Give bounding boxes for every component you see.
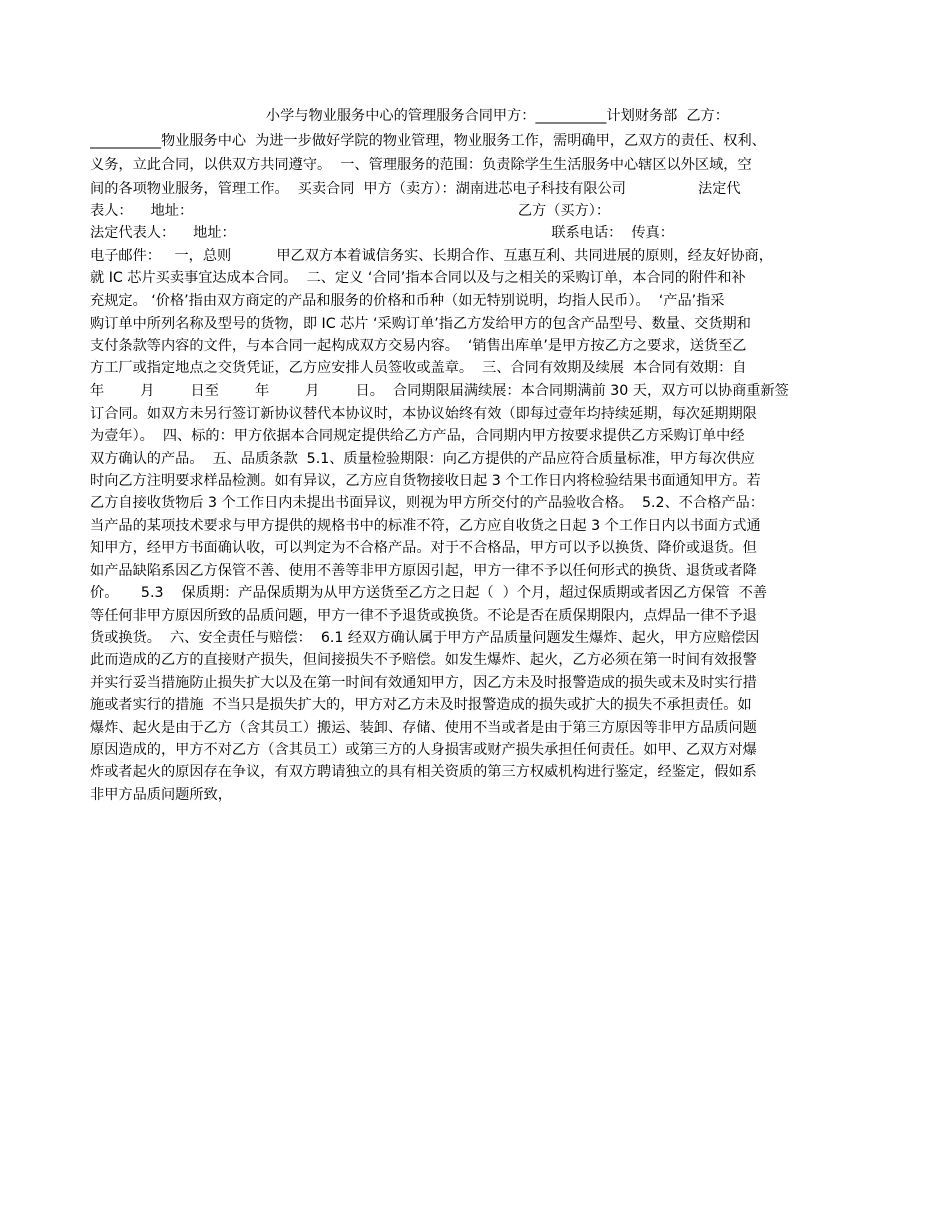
text-line: 法定代表人： 地址： 联系电话： 传真：: [90, 225, 674, 241]
text-line: 货或换货。 六、安全责任与赔偿： 6.1 经双方确认属于甲方产品质量问题发生爆炸、起火，甲方应赔偿因: [90, 630, 760, 646]
text-line: 知甲方，经甲方书面确认收，可以判定为不合格产品。对于不合格品，甲方可以予以换货、降价或退货。但: [90, 540, 757, 556]
text-line: 方工厂或指定地点之交货凭证，乙方应安排人员签收或盖章。 三、合同有效期及续展 本合同有效期：自: [90, 360, 747, 376]
text-line: 当产品的某项技术要求与甲方提供的规格书中的标准不符，乙方应自收货之日起 3 个工作日内以书面方式通: [90, 518, 761, 534]
text-line: 订合同。如双方未另行签订新协议替代本协议时，本协议始终有效（即每过壹年均持续延期，每次延期期限: [90, 406, 757, 422]
text-line: 原因造成的，甲方不对乙方（含其员工）或第三方的人身损害或财产损失承担任何责任。如甲、乙双方对爆: [90, 742, 757, 758]
text-line: 间的各项物业服务，管理工作。 买卖合同 甲方（卖方）：湖南进芯电子科技有限公司 法定代: [90, 181, 741, 197]
text-line: 表人： 地址： 乙方（买方）：: [90, 203, 611, 219]
text-line: 为壹年）。 四、标的：甲方依据本合同规定提供给乙方产品，合同期内甲方按要求提供乙方采购订单中经: [90, 428, 745, 444]
text-line: 并实行妥当措施防止损失扩大以及在第一时间有效通知甲方，因乙方未及时报警造成的损失或未及时实行措: [90, 675, 757, 691]
text-line: 时向乙方注明要求样品检测。如有异议，乙方应自货物接收日起 3 个工作日内将检验结果书面通知甲方。若: [90, 473, 761, 489]
text-line: 就 IC 芯片买卖事宜达成本合同。 二、定义 ‘合同’指本合同以及与之相关的采购订单，本合同的附件和补: [90, 270, 746, 286]
text-line: 价。 5.3 保质期：产品保质期为从甲方送货至乙方之日起（ ）个月，超过保质期或者因乙方保管 不善: [90, 585, 768, 601]
text-line: 此而造成的乙方的直接财产损失，但间接损失不予赔偿。如发生爆炸、起火，乙方必须在第一时间有效报警: [90, 652, 757, 668]
text-line: 炸或者起火的原因存在争议，有双方聘请独立的具有相关资质的第三方权威机构进行鉴定，经鉴定，假如系: [90, 764, 757, 780]
text-line: 购订单中所列名称及型号的货物，即 IC 芯片 ‘采购订单’指乙方发给甲方的包含产品型号、数量、交货期和: [90, 316, 751, 332]
text-line: __________物业服务中心 为进一步做好学院的物业管理，物业服务工作，需明确甲，乙双方的责任、权利、: [90, 133, 766, 149]
text-line: 乙方自接收货物后 3 个工作日内未提出书面异议，则视为甲方所交付的产品验收合格。 5.2、不合格产品：: [90, 495, 764, 511]
text-line: 施或者实行的措施 不当只是损失扩大的，甲方对乙方未及时报警造成的损失或扩大的损失不承担责任。如: [90, 697, 752, 713]
text-line: 爆炸、起火是由于乙方（含其员工）搬运、装卸、存储、使用不当或者是由于第三方原因等非甲方品质问题: [90, 720, 757, 736]
text-line: 电子邮件： 一，总则 甲乙双方本着诚信务实、长期合作、互惠互利、共同进展的原则，经友好协商，: [90, 248, 773, 264]
text-line: 充规定。 ‘价格’指由双方商定的产品和服务的价格和币种（如无特别说明，均指人民币）。 ‘产品’指采: [90, 293, 725, 309]
text-line: 非甲方品质问题所致，: [90, 787, 232, 803]
text-line: 双方确认的产品。 五、品质条款 5.1、质量检验期限：向乙方提供的产品应符合质量标准，甲方每次供应: [90, 451, 755, 467]
text-line: 小学与物业服务中心的管理服务合同甲方：__________计划财务部 乙方：: [90, 108, 729, 124]
text-line: 义务，立此合同，以供双方共同遵守。 一、管理服务的范围：负责除学生生活服务中心辖区以外区域，空: [90, 157, 752, 173]
text-line: 支付条款等内容的文件，与本合同一起构成双方交易内容。 ‘销售出库单’是甲方按乙方之要求，送货至乙: [90, 338, 747, 354]
text-line: 年 月 日至 年 月 日。 合同期限届满续展：本合同期满前 30 天，双方可以协商重新签: [90, 383, 789, 399]
text-line: 等任何非甲方原因所致的品质问题，甲方一律不予退货或换货。不论是否在质保期限内，点焊品一律不予退: [90, 608, 757, 624]
text-line: 如产品缺陷系因乙方保管不善、使用不善等非甲方原因引起，甲方一律不予以任何形式的换货、退货或者降: [90, 563, 757, 579]
